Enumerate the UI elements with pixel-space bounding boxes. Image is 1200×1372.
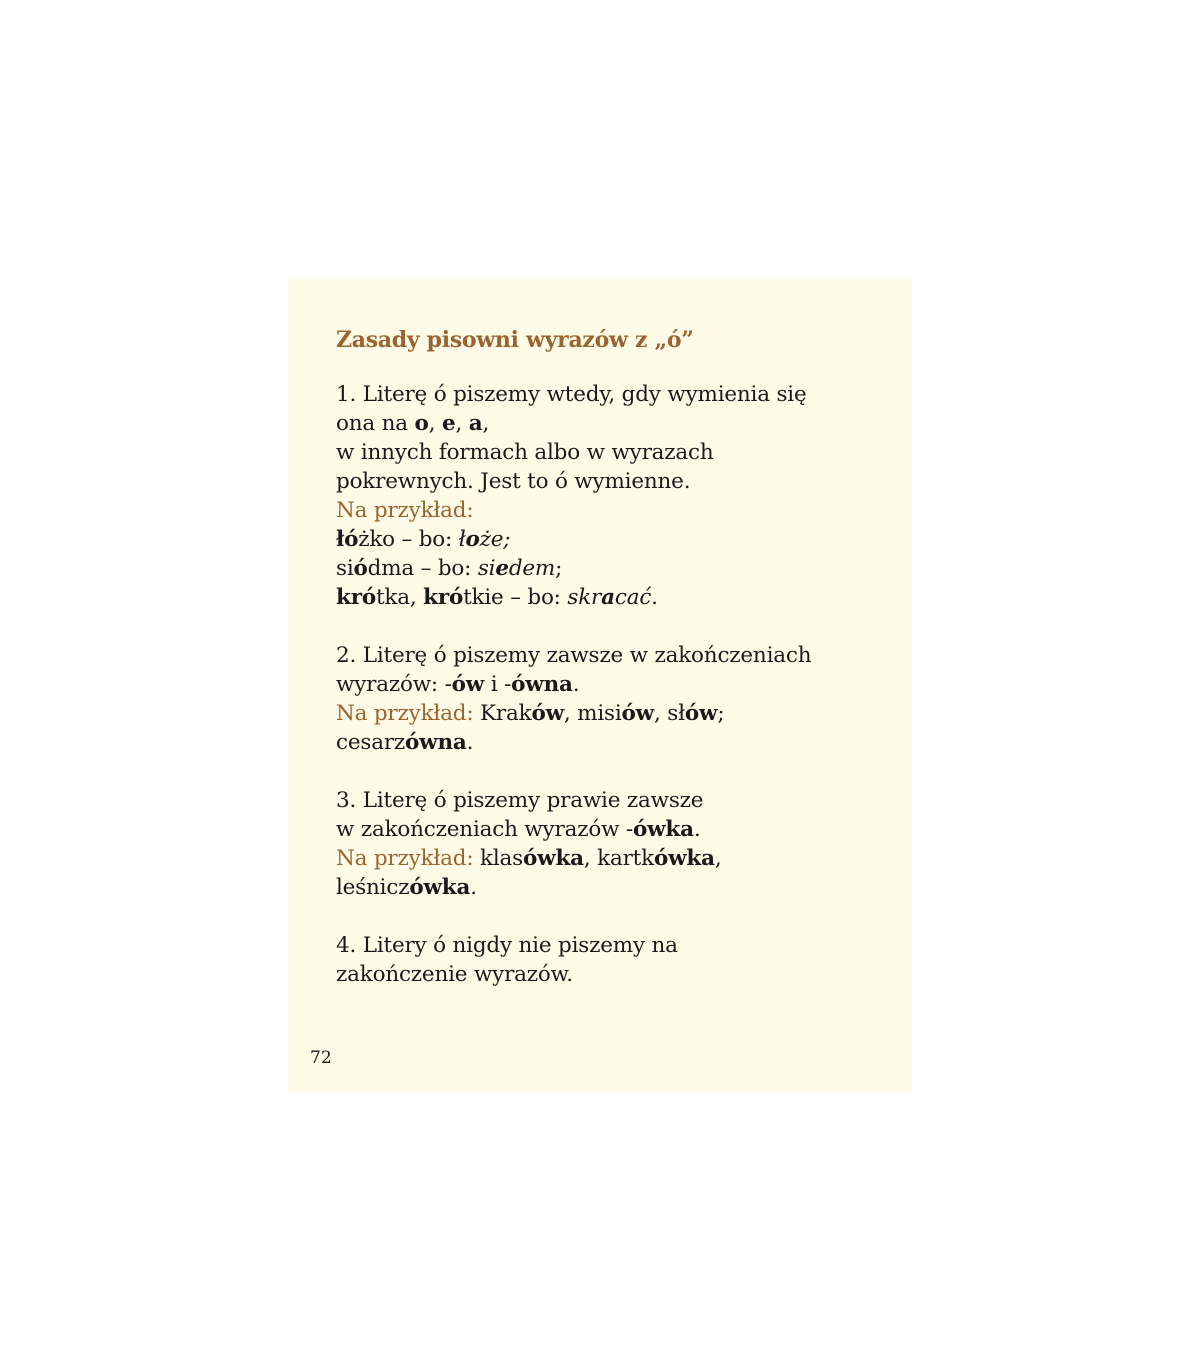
- text-run: ówna: [511, 672, 573, 697]
- rule-line: [336, 786, 896, 815]
- rule-1: [336, 380, 896, 612]
- text-run: ów: [684, 701, 718, 726]
- page-title: Zasady pisowni wyrazów z „ó”: [336, 327, 694, 353]
- text-run: cesarz: [336, 730, 406, 755]
- rule-line: [336, 931, 896, 960]
- text-run: dma – bo:: [367, 556, 478, 581]
- rule-line: [336, 467, 896, 496]
- text-run: .: [572, 672, 580, 697]
- text-run: kró: [336, 585, 376, 610]
- text-run: 1. Literę ó piszemy wtedy, gdy wymienia się: [336, 382, 807, 407]
- example-label: Na przykład:: [336, 498, 474, 523]
- text-run: leśnicz: [336, 875, 410, 900]
- text-run: wyrazów: -: [336, 672, 452, 697]
- rule-line: [336, 554, 896, 583]
- text-run: a: [468, 411, 483, 436]
- text-run: .: [693, 817, 701, 842]
- text-run: ówna: [405, 730, 467, 755]
- text-run: si: [336, 556, 354, 581]
- text-run: ,: [455, 411, 469, 436]
- text-run: ówka: [409, 875, 471, 900]
- rule-line: [336, 525, 896, 554]
- text-run: o: [414, 411, 429, 436]
- text-run: .: [651, 585, 658, 610]
- text-run: w innych formach albo w wyrazach: [336, 440, 714, 465]
- rule-line: [336, 496, 896, 525]
- text-run: tka,: [375, 585, 424, 610]
- rule-line: [336, 380, 896, 409]
- rule-line: [336, 583, 896, 612]
- text-run: w zakończeniach wyrazów -: [336, 817, 633, 842]
- text-run: żko – bo:: [358, 527, 459, 552]
- rule-line: [336, 699, 896, 728]
- example-label: Na przykład:: [336, 846, 474, 871]
- text-run: ł: [458, 527, 466, 552]
- text-run: łó: [336, 527, 359, 552]
- text-run: 2. Literę ó piszemy zawsze w zakończeniach: [336, 643, 812, 668]
- rule-4: [336, 931, 896, 989]
- text-run: , sł: [654, 701, 685, 726]
- rule-line: [336, 438, 896, 467]
- page-content: [336, 323, 896, 989]
- text-run: że;: [479, 527, 511, 552]
- rules-list: [336, 380, 896, 989]
- rule-line: [336, 728, 896, 757]
- text-run: e: [495, 556, 509, 581]
- text-run: skr: [567, 585, 602, 610]
- rule-line: [336, 960, 896, 989]
- text-run: a: [601, 585, 615, 610]
- rule-2: [336, 641, 896, 757]
- text-run: kró: [423, 585, 464, 610]
- text-run: ówka: [632, 817, 694, 842]
- rule-line: [336, 670, 896, 699]
- text-run: 4. Litery ó nigdy nie piszemy na: [336, 933, 678, 958]
- text-run: i -: [484, 672, 512, 697]
- example-label: Na przykład:: [336, 701, 474, 726]
- text-run: , kartk: [583, 846, 654, 871]
- text-run: e: [441, 411, 456, 436]
- text-run: dem: [508, 556, 556, 581]
- text-run: o: [465, 527, 480, 552]
- text-run: zakończenie wyrazów.: [336, 962, 573, 987]
- text-run: ów: [531, 701, 564, 726]
- text-run: ów: [621, 701, 654, 726]
- text-run: ;: [555, 556, 563, 581]
- rule-line: [336, 641, 896, 670]
- text-run: ,: [428, 411, 442, 436]
- book-page: [288, 279, 912, 1092]
- text-run: klas: [473, 846, 523, 871]
- text-run: pokrewnych. Jest to ó wymienne.: [336, 469, 691, 494]
- text-run: , misi: [563, 701, 622, 726]
- text-run: cać: [614, 585, 652, 610]
- page-number: 72: [310, 1048, 332, 1068]
- text-run: ona na: [336, 411, 415, 436]
- rule-line: [336, 873, 896, 902]
- text-run: ówka: [523, 846, 584, 871]
- rule-line: [336, 409, 896, 438]
- text-run: ,: [714, 846, 722, 871]
- text-run: 3. Literę ó piszemy prawie zawsze: [336, 788, 704, 813]
- text-run: ó: [353, 556, 368, 581]
- rule-3: [336, 786, 896, 902]
- text-run: .: [466, 730, 474, 755]
- text-run: si: [477, 556, 496, 581]
- text-run: ówka: [653, 846, 715, 871]
- rule-line: [336, 844, 896, 873]
- text-run: Krak: [473, 701, 532, 726]
- text-run: ,: [482, 411, 490, 436]
- rule-line: [336, 815, 896, 844]
- text-run: ów: [451, 672, 485, 697]
- text-run: .: [470, 875, 477, 900]
- text-run: ;: [717, 701, 725, 726]
- text-run: tkie – bo:: [463, 585, 568, 610]
